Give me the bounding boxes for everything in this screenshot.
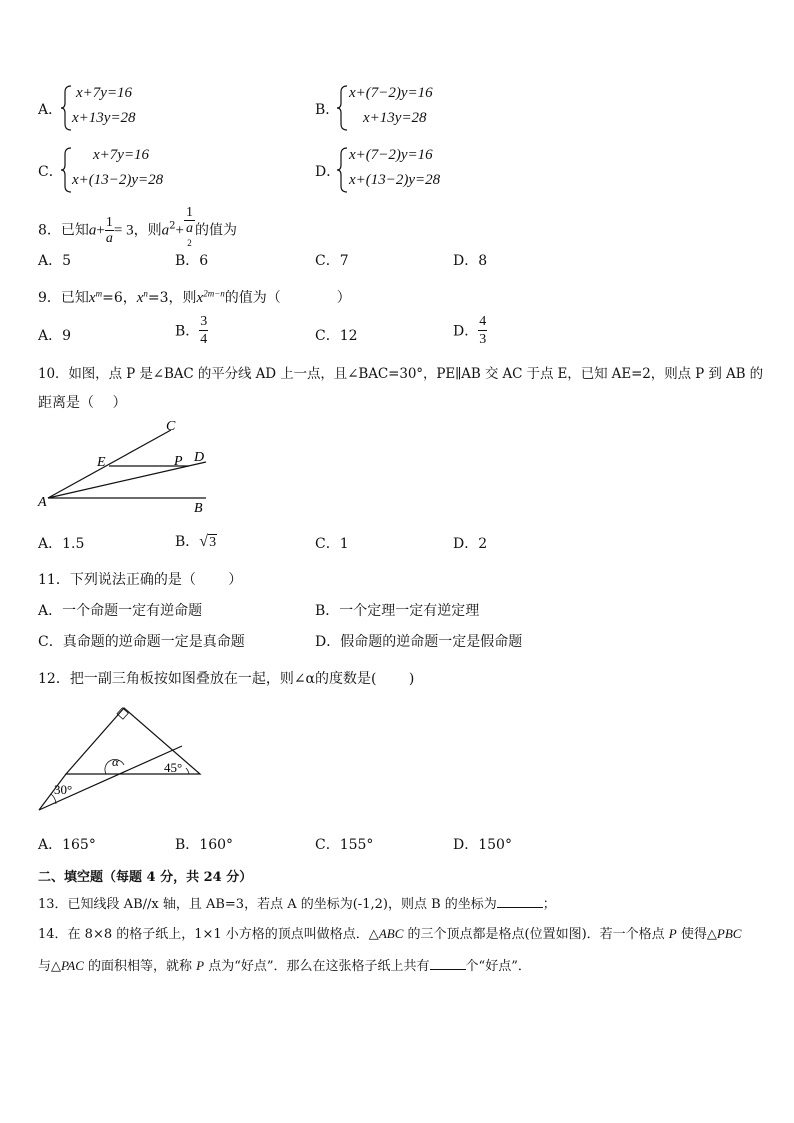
option-label: B． bbox=[315, 102, 340, 118]
q8-fraction-2 bbox=[184, 205, 195, 256]
q8-mid: ，则 bbox=[133, 222, 162, 239]
option-label: B． bbox=[175, 534, 200, 550]
q11-stem: 11．下列说法正确的是（ ） bbox=[38, 572, 243, 588]
frac-denominator: a bbox=[185, 221, 193, 236]
q8-option-c: C．7 bbox=[315, 253, 349, 269]
q14-text: 的三个顶点都是格点(位置如图)．若一个格点 bbox=[403, 927, 669, 942]
q14-text: 使得△ bbox=[676, 927, 717, 942]
q14-pac: PAC bbox=[61, 958, 84, 973]
q11-option-d: D．假命题的逆命题一定是假命题 bbox=[315, 634, 523, 650]
q14-line1 bbox=[38, 923, 741, 942]
equation: x+7y=16 bbox=[76, 85, 133, 101]
frac-exp: 2 bbox=[187, 238, 192, 248]
q11-option-b: B．一个定理一定有逆定理 bbox=[315, 603, 480, 619]
q9-option-d bbox=[453, 313, 487, 348]
segment-ac bbox=[48, 430, 171, 498]
q9-option-a: A．9 bbox=[38, 328, 72, 344]
q13-text: 13．已知线段 AB//x 轴，且 AB=3，若点 A 的坐标为(-1,2)，则点 B 的坐标为 bbox=[38, 897, 497, 912]
q8-equals: = 3 bbox=[113, 222, 134, 239]
frac-numerator: 1 bbox=[105, 214, 113, 230]
q14-abc: ABC bbox=[378, 926, 404, 941]
q8-plus: + bbox=[96, 222, 105, 239]
radicand: 3 bbox=[209, 535, 217, 550]
frac-denominator: a bbox=[105, 230, 113, 246]
q9-option-c: C．12 bbox=[315, 328, 358, 344]
q12-stem: 12．把一副三角板按如图叠放在一起，则∠α的度数是( ) bbox=[38, 671, 415, 687]
frac-numerator: 3 bbox=[200, 314, 208, 329]
q13-suffix: ； bbox=[542, 897, 556, 912]
sqrt-icon: √ bbox=[199, 533, 209, 550]
q10-stem-line1: 10．如图，点 P 是∠BAC 的平分线 AD 上一点，且∠BAC=30°，PE∥AB 交 AC 于点 E，已知 AE=2，则点 P 到 AB 的 bbox=[38, 366, 764, 382]
section-2-title: 二、填空题（每题 4 分，共 24 分） bbox=[38, 870, 253, 885]
q12-option-b: B．160° bbox=[175, 837, 234, 853]
q10-option-d: D．2 bbox=[453, 536, 488, 552]
q12-figure bbox=[34, 702, 206, 814]
label-30: 30° bbox=[54, 782, 73, 797]
q14-text: 点为“好点”．那么在这张格子纸上共有 bbox=[204, 959, 430, 974]
label-b: B bbox=[194, 501, 203, 516]
q10-option-b bbox=[175, 531, 217, 551]
q9-x: x bbox=[88, 290, 96, 306]
question-13 bbox=[38, 893, 556, 912]
equation: x+(7−2)y=16 bbox=[349, 147, 433, 163]
option-label: A． bbox=[38, 102, 63, 118]
equation: x+13y=28 bbox=[72, 110, 136, 126]
answer-blank[interactable] bbox=[497, 907, 543, 908]
q12-option-c: C．155° bbox=[315, 837, 374, 853]
q14-p2: P bbox=[196, 958, 205, 973]
q9-eq6: =6， bbox=[102, 290, 137, 306]
q14-text: 与△ bbox=[38, 959, 61, 974]
q9-eq3: =3，则 bbox=[147, 290, 197, 306]
label-e: E bbox=[97, 455, 106, 470]
q8-prefix: 8．已知 bbox=[38, 222, 89, 239]
equation: x+(13−2)y=28 bbox=[72, 172, 164, 188]
q8-option-a: A．5 bbox=[38, 253, 72, 269]
q14-pbc: PBC bbox=[716, 926, 742, 941]
q14-line2 bbox=[38, 955, 531, 974]
q8-option-b: B．6 bbox=[175, 253, 209, 269]
q9-n: n bbox=[143, 288, 148, 299]
question-9 bbox=[38, 287, 351, 307]
equation: x+7y=16 bbox=[93, 147, 150, 163]
brace-icon bbox=[336, 84, 350, 132]
label-alpha: α bbox=[112, 754, 119, 769]
q9-exp: 2m−n bbox=[203, 288, 225, 299]
option-label: C． bbox=[38, 164, 63, 180]
q12-option-d: D．150° bbox=[453, 837, 512, 853]
q8-var-a2: a bbox=[161, 222, 170, 239]
q10-option-c: C．1 bbox=[315, 536, 349, 552]
q9-x3: x bbox=[196, 290, 204, 306]
q9-x2: x bbox=[136, 290, 144, 306]
frac-numerator: 1 bbox=[185, 205, 193, 220]
triangle-30-hypotenuse bbox=[39, 746, 182, 810]
option-label: D． bbox=[315, 164, 341, 180]
label-45: 45° bbox=[164, 760, 183, 775]
q14-text: 个“好点”． bbox=[465, 959, 531, 974]
label-a: A bbox=[38, 495, 47, 510]
q9-m: m bbox=[95, 288, 103, 299]
q14-text: 的面积相等，就称 bbox=[83, 959, 197, 974]
q10-figure bbox=[36, 418, 226, 516]
option-label: B． bbox=[175, 323, 200, 340]
q8-suffix: 的值为 bbox=[194, 222, 237, 239]
frac-numerator: 4 bbox=[479, 314, 487, 329]
brace-icon bbox=[336, 146, 350, 194]
label-p: P bbox=[174, 454, 183, 469]
q8-fraction-1 bbox=[105, 215, 114, 246]
q12-option-a: A．165° bbox=[38, 837, 96, 853]
label-c: C bbox=[166, 419, 176, 434]
q9-suffix: 的值为（ ） bbox=[224, 290, 351, 306]
frac-denominator: 4 bbox=[200, 332, 208, 347]
equation: x+(7−2)y=16 bbox=[349, 85, 433, 101]
q10-stem-line2: 距离是（ ） bbox=[38, 395, 127, 411]
q9-option-b bbox=[175, 313, 208, 348]
frac-denominator: 3 bbox=[479, 332, 487, 347]
q14-text: 14．在 8×8 的格子纸上，1×1 小方格的顶点叫做格点．△ bbox=[38, 927, 379, 942]
q10-option-a: A．1.5 bbox=[38, 536, 85, 552]
angle-45-arc bbox=[186, 768, 189, 774]
equation: x+(13−2)y=28 bbox=[349, 172, 441, 188]
option-label: D． bbox=[453, 323, 479, 340]
q8-exp: 2 bbox=[169, 220, 176, 232]
q8-option-d: D．8 bbox=[453, 253, 488, 269]
q8-var-a: a bbox=[88, 222, 97, 239]
q11-option-c: C．真命题的逆命题一定是真命题 bbox=[38, 634, 245, 650]
label-d: D bbox=[194, 450, 205, 465]
answer-blank[interactable] bbox=[430, 969, 466, 970]
q9-prefix: 9．已知 bbox=[38, 290, 89, 306]
equation: x+13y=28 bbox=[363, 110, 427, 126]
q9-b-fraction bbox=[199, 313, 208, 348]
q9-d-fraction bbox=[478, 313, 487, 348]
question-8 bbox=[38, 205, 237, 256]
q8-plus2: + bbox=[175, 222, 184, 239]
q11-option-a: A．一个命题一定有逆命题 bbox=[38, 603, 203, 619]
q14-p: P bbox=[668, 926, 677, 941]
